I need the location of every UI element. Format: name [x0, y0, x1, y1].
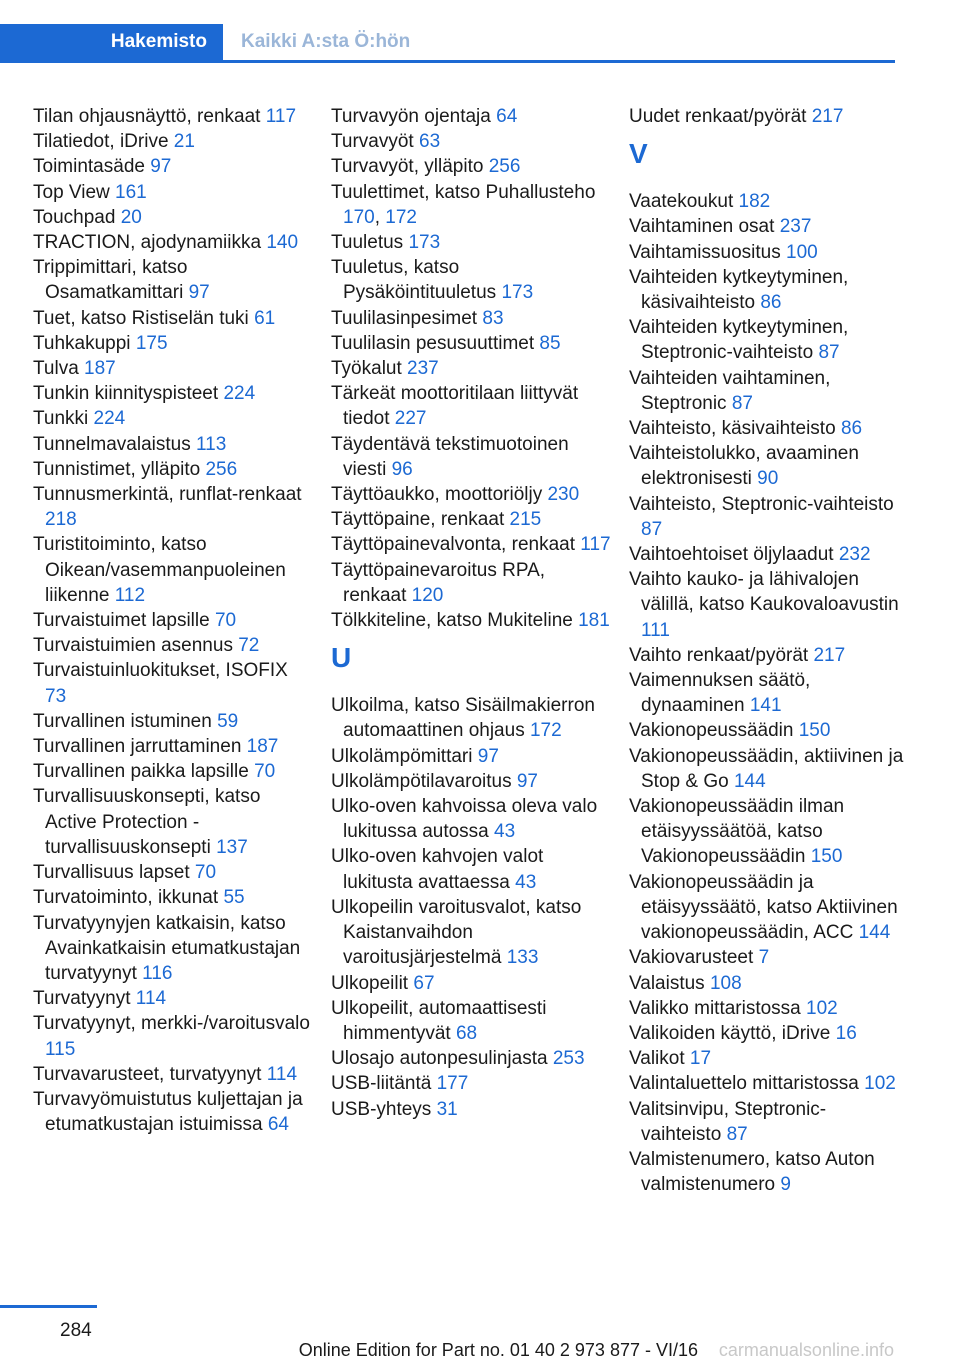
page-link[interactable]: 85: [539, 332, 561, 354]
page-link[interactable]: 144: [858, 922, 891, 944]
index-entry-text: Vaihteistolukko, avaaminen elektronisesti: [629, 443, 859, 490]
index-entry-text: Tuhkakuppi: [33, 332, 131, 354]
index-entry: [629, 643, 904, 668]
index-entry: [33, 432, 313, 457]
index-entry-text: Tunnistimet, ylläpito: [33, 458, 201, 480]
index-entry: [629, 668, 904, 718]
page-link[interactable]: 117: [265, 106, 297, 127]
page-link[interactable]: 224: [223, 383, 256, 405]
section-letter: V: [629, 138, 648, 170]
page-link[interactable]: 161: [115, 181, 147, 203]
page-link[interactable]: 175: [135, 332, 168, 354]
index-entry: [629, 214, 904, 239]
index-entry-text: Turvatoiminto, ikkunat: [33, 887, 219, 909]
index-entry-text: Turvaistuimien asennus: [33, 635, 233, 657]
index-entry-text: Vaatekoukut: [629, 191, 734, 213]
page-link[interactable]: 63: [419, 131, 441, 153]
index-entry: [33, 911, 313, 987]
index-entry-text: Tilan ohjausnäyttö, renkaat: [33, 106, 261, 127]
index-entry: [629, 542, 904, 567]
page-link[interactable]: 172: [529, 720, 562, 742]
index-entry: [331, 744, 611, 769]
index-entry: [629, 189, 904, 214]
index-entry-text: Turvavyöt, ylläpito: [331, 156, 484, 178]
index-entry-text: Tuulettimet, katso Puhallusteho: [331, 181, 596, 203]
index-entry-text: Ulosajo autonpesulinjasta: [331, 1048, 548, 1070]
index-entry: [331, 306, 611, 331]
index-entry: [331, 129, 611, 154]
index-entry: [629, 416, 904, 441]
index-entry: [33, 532, 313, 608]
index-entry-text: Turvallinen istuminen: [33, 710, 212, 732]
index-entry: [331, 895, 611, 971]
index-entry-text: Täyttöpaine, renkaat: [331, 509, 505, 531]
page-number: 284: [60, 1320, 92, 1341]
index-entry: [33, 608, 313, 633]
index-entry-text: Turvatyynyt, merkki-/varoitusvalo: [33, 1013, 310, 1035]
index-entry: [629, 240, 904, 265]
header-divider: [0, 60, 895, 63]
page-link[interactable]: 215: [509, 509, 542, 531]
index-entry: [331, 507, 611, 532]
index-entry: [33, 734, 313, 759]
page-link[interactable]: 31: [436, 1098, 458, 1120]
index-entry-text: Vaihteiden kytkeytyminen, käsivaihteisto: [629, 266, 849, 314]
index-entry-text: Tulva: [33, 358, 79, 380]
page-link[interactable]: 86: [840, 418, 863, 440]
index-entry: [331, 794, 611, 844]
index-entry: [33, 381, 313, 406]
index-entry-text: Ulkopeilin varoitusvalot, katso Kaistanvaihdon varoitusjärjestelmä: [331, 896, 582, 969]
index-entry: [33, 860, 313, 885]
index-entry: [331, 104, 611, 129]
page-link[interactable]: 120: [411, 584, 444, 606]
index-entry: [331, 608, 611, 633]
index-entry-text: Valikko mittaristossa: [629, 997, 801, 1019]
watermark: carmanualsonline.info: [718, 1340, 894, 1360]
index-entry: [629, 104, 904, 129]
index-entry-text: Valaistus: [629, 972, 705, 994]
page-link[interactable]: 237: [779, 216, 812, 238]
page-link[interactable]: 70: [214, 610, 237, 632]
page-link[interactable]: 112: [114, 584, 146, 606]
index-entry: [33, 406, 313, 431]
index-entry-text: Valmistenumero, katso Auton valmistenumero: [629, 1148, 875, 1196]
page-link[interactable]: 55: [223, 887, 245, 909]
page-link[interactable]: 43: [515, 871, 537, 893]
index-column-2: [331, 104, 611, 1122]
index-entry: [331, 844, 611, 894]
index-entry: [629, 492, 904, 542]
index-entry-text: Tuuletus, katso Pysäköintituuletus: [331, 257, 497, 304]
index-entry-text: Tunkin kiinnityspisteet: [33, 383, 219, 405]
page-link[interactable]: 187: [84, 358, 116, 380]
page-link[interactable]: 232: [838, 544, 871, 566]
index-entry: [33, 306, 313, 331]
page-link[interactable]: 20: [120, 206, 142, 228]
page-link[interactable]: 182: [738, 191, 771, 213]
page-link[interactable]: 150: [798, 720, 831, 742]
page-link[interactable]: 144: [733, 770, 766, 792]
index-entry-text: Täyttöpainevaroitus RPA, renkaat: [331, 559, 546, 606]
page-link[interactable]: 227: [394, 408, 427, 430]
index-entry: [331, 558, 611, 608]
index-entry: [331, 1071, 611, 1096]
index-entry-text: Ulko-oven kahvoissa oleva valo lukitussa autossa: [331, 796, 598, 843]
index-entry: [629, 441, 904, 491]
index-entry-text: Ulko-oven kahvojen valot lukitusta avattaessa: [331, 846, 544, 893]
index-entry: [629, 1046, 904, 1071]
page-link[interactable]: 181: [578, 610, 610, 632]
index-entry: [629, 1021, 904, 1046]
page-link[interactable]: 17: [689, 1048, 712, 1070]
index-entry-text: Top View: [33, 181, 110, 203]
index-entry-text: Vaihteiden kytkeytyminen, Steptronic-vaihteisto: [629, 317, 849, 364]
page-link[interactable]: 97: [516, 770, 538, 792]
index-entry-text: Vaimennuksen säätö, dynaaminen: [629, 670, 811, 717]
index-entry: [33, 658, 313, 708]
index-entry: [331, 996, 611, 1046]
index-entry-text: Ulkolämpötilavaroitus: [331, 770, 512, 792]
index-entry: [33, 356, 313, 381]
index-entry: [33, 633, 313, 658]
index-entry: [33, 255, 313, 305]
index-entry-text: Tuet, katso Ristiselän tuki: [33, 307, 249, 329]
index-entry: [629, 744, 904, 794]
index-entry-text: Vaihto renkaat/pyörät: [629, 644, 809, 666]
page-link[interactable]: 140: [266, 232, 299, 254]
index-entry: [629, 567, 904, 643]
page-link[interactable]: 102: [864, 1073, 896, 1095]
index-entry-text: Tuulilasinpesimet: [331, 307, 478, 329]
index-entry-text: Turvaistuimet lapsille: [33, 610, 210, 632]
index-entry: [33, 1087, 313, 1137]
tab-a-to-o-label: Kaikki A:sta Ö:hön: [241, 31, 411, 52]
index-entry-text: Turistitoiminto, katso Oikean/vasemmanpuoleinen liikenne: [33, 534, 286, 606]
index-entry-text: Vaihteisto, käsivaihteisto: [629, 418, 836, 440]
page-link[interactable]: 111: [641, 619, 670, 641]
index-entry-text: Turvavyön ojentaja: [331, 106, 491, 127]
index-entry: Tuulettimet, katso Puhallusteho 170, 172: [331, 181, 596, 228]
index-entry-text: Turvavarusteet, turvatyynyt: [33, 1063, 262, 1085]
page-link[interactable]: 217: [813, 644, 846, 666]
index-entry-text: Turvallisuus lapset: [33, 862, 190, 884]
index-entry: [629, 366, 904, 416]
index-entry: [629, 996, 904, 1021]
index-entry-text: Vakionopeussäädin ja etäisyyssäätö, katso Aktiivinen vakionopeussäädin, ACC: [629, 871, 898, 944]
index-entry: [33, 457, 313, 482]
page-link[interactable]: 137: [216, 836, 248, 858]
page-link[interactable]: 133: [506, 947, 539, 969]
index-entry-text: Työkalut: [331, 358, 402, 380]
page-link[interactable]: 230: [547, 484, 580, 506]
index-entry: [331, 331, 611, 356]
page-link[interactable]: 59: [217, 710, 239, 732]
page-link[interactable]: 64: [496, 106, 518, 127]
page-link[interactable]: 253: [552, 1048, 585, 1070]
index-entry: [331, 532, 611, 557]
page-link[interactable]: 237: [407, 358, 439, 380]
index-entry: [33, 180, 313, 205]
page-link[interactable]: 187: [246, 736, 279, 758]
index-entry: [629, 971, 904, 996]
index-column-3: [629, 104, 904, 1197]
index-entry-text: Turvatyynyt: [33, 988, 131, 1010]
index-entry: [33, 154, 313, 179]
page-link[interactable]: 83: [482, 307, 504, 329]
tab-index-label: Hakemisto: [110, 31, 207, 52]
page-link[interactable]: 172: [385, 206, 417, 228]
index-entry-text: Tunnelmavalaistus: [33, 433, 191, 455]
page-link[interactable]: 150: [810, 846, 843, 868]
page-link[interactable]: 16: [835, 1022, 857, 1044]
index-entry-text: TRACTION, ajodynamiikka: [33, 232, 262, 254]
index-entry-text: Valintaluettelo mittaristossa: [629, 1073, 859, 1095]
page-link[interactable]: 256: [205, 458, 238, 480]
index-entry-text: Turvatyynyjen katkaisin, katso Avainkatkaisin etumatkustajan turvatyynyt: [33, 912, 301, 984]
page-link[interactable]: 114: [135, 988, 167, 1010]
index-entry: [33, 784, 313, 860]
page-link[interactable]: 102: [806, 997, 838, 1019]
index-entry-text: Valikoiden käyttö, iDrive: [629, 1022, 831, 1044]
index-entry-text: Turvaistuinluokitukset, ISOFIX: [33, 660, 288, 682]
index-entry-text: Vaihtoehtoiset öljylaadut: [629, 544, 834, 566]
index-entry-text: Ulkopeilit, automaattisesti himmentyvät: [331, 997, 547, 1044]
index-entry: [629, 1147, 904, 1197]
page-link[interactable]: 9: [780, 1174, 791, 1196]
page-link[interactable]: 21: [173, 131, 195, 153]
page-link[interactable]: 141: [749, 695, 782, 717]
footer-divider: [0, 1305, 97, 1308]
index-entry: [629, 945, 904, 970]
index-entry: [33, 1011, 313, 1061]
index-entry: [33, 709, 313, 734]
tab-a-to-o[interactable]: [223, 24, 410, 60]
page-link[interactable]: 97: [188, 282, 210, 304]
index-entry-text: Täydentävä tekstimuotoinen viesti: [331, 433, 569, 480]
index-entry-text: Tölkkiteline, katso Mukiteline: [331, 610, 573, 632]
index-entry-text: Toimintasäde: [33, 156, 145, 178]
page-link[interactable]: 70: [194, 862, 217, 884]
page-link[interactable]: 116: [142, 962, 173, 984]
index-entry: [33, 331, 313, 356]
index-entry-text: Ulkolämpömittari: [331, 745, 473, 767]
index-entry: [33, 482, 313, 532]
index-entry: [331, 356, 611, 381]
page-link[interactable]: 177: [436, 1073, 469, 1095]
index-entry-text: Vakiovarusteet: [629, 947, 754, 969]
index-entry-text: Valitsinvipu, Steptronic-vaihteisto: [629, 1098, 827, 1145]
page-link[interactable]: 218: [45, 509, 77, 531]
index-entry: [33, 205, 313, 230]
page-link[interactable]: 86: [760, 292, 782, 314]
index-entry: [33, 1062, 313, 1087]
page-link[interactable]: 90: [757, 468, 779, 490]
page-link[interactable]: 72: [238, 635, 260, 657]
index-entry: [33, 759, 313, 784]
index-entry: [331, 1046, 611, 1071]
index-entry-text: Ulkopeilit: [331, 972, 409, 994]
index-entry: [331, 693, 611, 743]
index-entry: [629, 870, 904, 946]
index-entry: [331, 971, 611, 996]
index-entry-text: Ulkoilma, katso Sisäilmakierron automaattinen ohjaus: [331, 695, 595, 742]
page-link[interactable]: 87: [726, 1123, 748, 1145]
index-entry-text: Valikot: [629, 1048, 685, 1070]
page-link[interactable]: 96: [391, 458, 413, 480]
index-entry: [629, 315, 904, 365]
page-link[interactable]: 70: [254, 761, 276, 783]
index-entry-text: Uudet renkaat/pyörät: [629, 106, 807, 127]
index-entry-text: Turvavyömuistutus kuljettajan ja etumatkustajan istuimissa: [33, 1088, 303, 1136]
index-entry: [33, 885, 313, 910]
index-entry: [331, 255, 611, 305]
page-link[interactable]: 173: [408, 232, 441, 254]
index-entry-text: Turvallisuuskonsepti, katso Active Protection -turvallisuuskonsepti: [33, 786, 261, 858]
edition-note: Online Edition for Part no. 01 40 2 973 877 - VI/16: [298, 1340, 698, 1360]
index-entry-text: Vaihtaminen osat: [629, 216, 775, 238]
index-entry-text: Täyttöpainevalvonta, renkaat: [331, 534, 575, 556]
index-entry-text: Vakionopeussäädin: [629, 720, 794, 742]
page-link[interactable]: 108: [709, 972, 742, 994]
index-entry: [629, 1071, 904, 1096]
page-link[interactable]: 173: [501, 282, 534, 304]
index-entry-text: Tuulilasin pesusuuttimet: [331, 332, 535, 354]
index-entry-text: USB-yhteys: [331, 1098, 432, 1120]
page-link[interactable]: 117: [580, 534, 611, 556]
index-entry-text: Tunnusmerkintä, runflat-renkaat: [33, 484, 302, 506]
index-entry-text: USB-liitäntä: [331, 1073, 432, 1095]
page-link[interactable]: 87: [731, 392, 753, 414]
page-link[interactable]: 100: [786, 241, 818, 263]
index-entry: [331, 482, 611, 507]
index-entry: [331, 769, 611, 794]
tab-index[interactable]: [0, 24, 223, 60]
index-entry: [629, 794, 904, 870]
index-entry: [629, 718, 904, 743]
index-entry: [629, 1097, 904, 1147]
index-entry-text: Vakionopeussäädin, aktiivinen ja Stop & Go: [629, 745, 904, 792]
index-entry-text: Vaihteiden vaihtaminen, Steptronic: [629, 367, 831, 414]
page-link[interactable]: 170: [343, 206, 375, 228]
index-entry: [331, 154, 611, 179]
page-link[interactable]: 68: [455, 1022, 478, 1044]
page-link[interactable]: 87: [818, 342, 840, 364]
index-entry: [331, 1097, 611, 1122]
page-link[interactable]: 87: [641, 518, 663, 540]
index-entry: [33, 104, 313, 129]
index-entry-text: Turvallinen paikka lapsille: [33, 761, 249, 783]
index-column-1: [33, 104, 313, 1137]
index-entry-text: Vaihtamissuositus: [629, 241, 781, 263]
page-link[interactable]: 64: [267, 1114, 289, 1136]
index-entry-text: Tunkki: [33, 408, 89, 430]
page-link[interactable]: 67: [413, 972, 435, 994]
index-entry-text: Turvallinen jarruttaminen: [33, 736, 242, 758]
index-entry-text: Trippimittari, katso Osamatkamittari: [33, 257, 188, 304]
index-entry: [331, 230, 611, 255]
index-entry-text: Touchpad: [33, 206, 116, 228]
index-entry-text: Vaihteisto, Steptronic-vaihteisto: [629, 493, 894, 515]
index-entry: [33, 129, 313, 154]
index-entry-text: Tuuletus: [331, 232, 404, 254]
index-entry-text: Tilatiedot, iDrive: [33, 131, 169, 153]
section-letter: U: [331, 642, 352, 674]
index-entry-text: Turvavyöt: [331, 131, 414, 153]
index-entry-text: Täyttöaukko, moottoriöljy: [331, 484, 543, 506]
index-entry: [331, 432, 611, 482]
page-link[interactable]: 61: [254, 307, 276, 329]
page-link[interactable]: 115: [45, 1038, 76, 1060]
page-link[interactable]: 256: [488, 156, 521, 178]
page-link[interactable]: 7: [758, 947, 770, 969]
index-entry: [331, 381, 611, 431]
page-link[interactable]: 97: [150, 156, 172, 178]
page-link[interactable]: 114: [266, 1063, 298, 1085]
index-entry-text: Vaihto kauko- ja lähivalojen välillä, katso Kaukovaloavustin: [629, 569, 899, 616]
page-link[interactable]: 73: [45, 685, 67, 707]
page-link[interactable]: 97: [477, 745, 499, 767]
index-entry: [629, 265, 904, 315]
page-link[interactable]: 217: [811, 106, 844, 127]
index-entry-text: Tärkeät moottoritilaan liittyvät tiedot: [331, 383, 579, 430]
page-link[interactable]: 43: [494, 821, 516, 843]
index-entry: [33, 986, 313, 1011]
page-link[interactable]: 113: [196, 433, 227, 455]
index-entry-text: Vakionopeussäädin ilman etäisyyssäätöä, katso Vakionopeussäädin: [629, 796, 845, 868]
index-entry: [33, 230, 313, 255]
page-link[interactable]: 224: [93, 408, 126, 430]
